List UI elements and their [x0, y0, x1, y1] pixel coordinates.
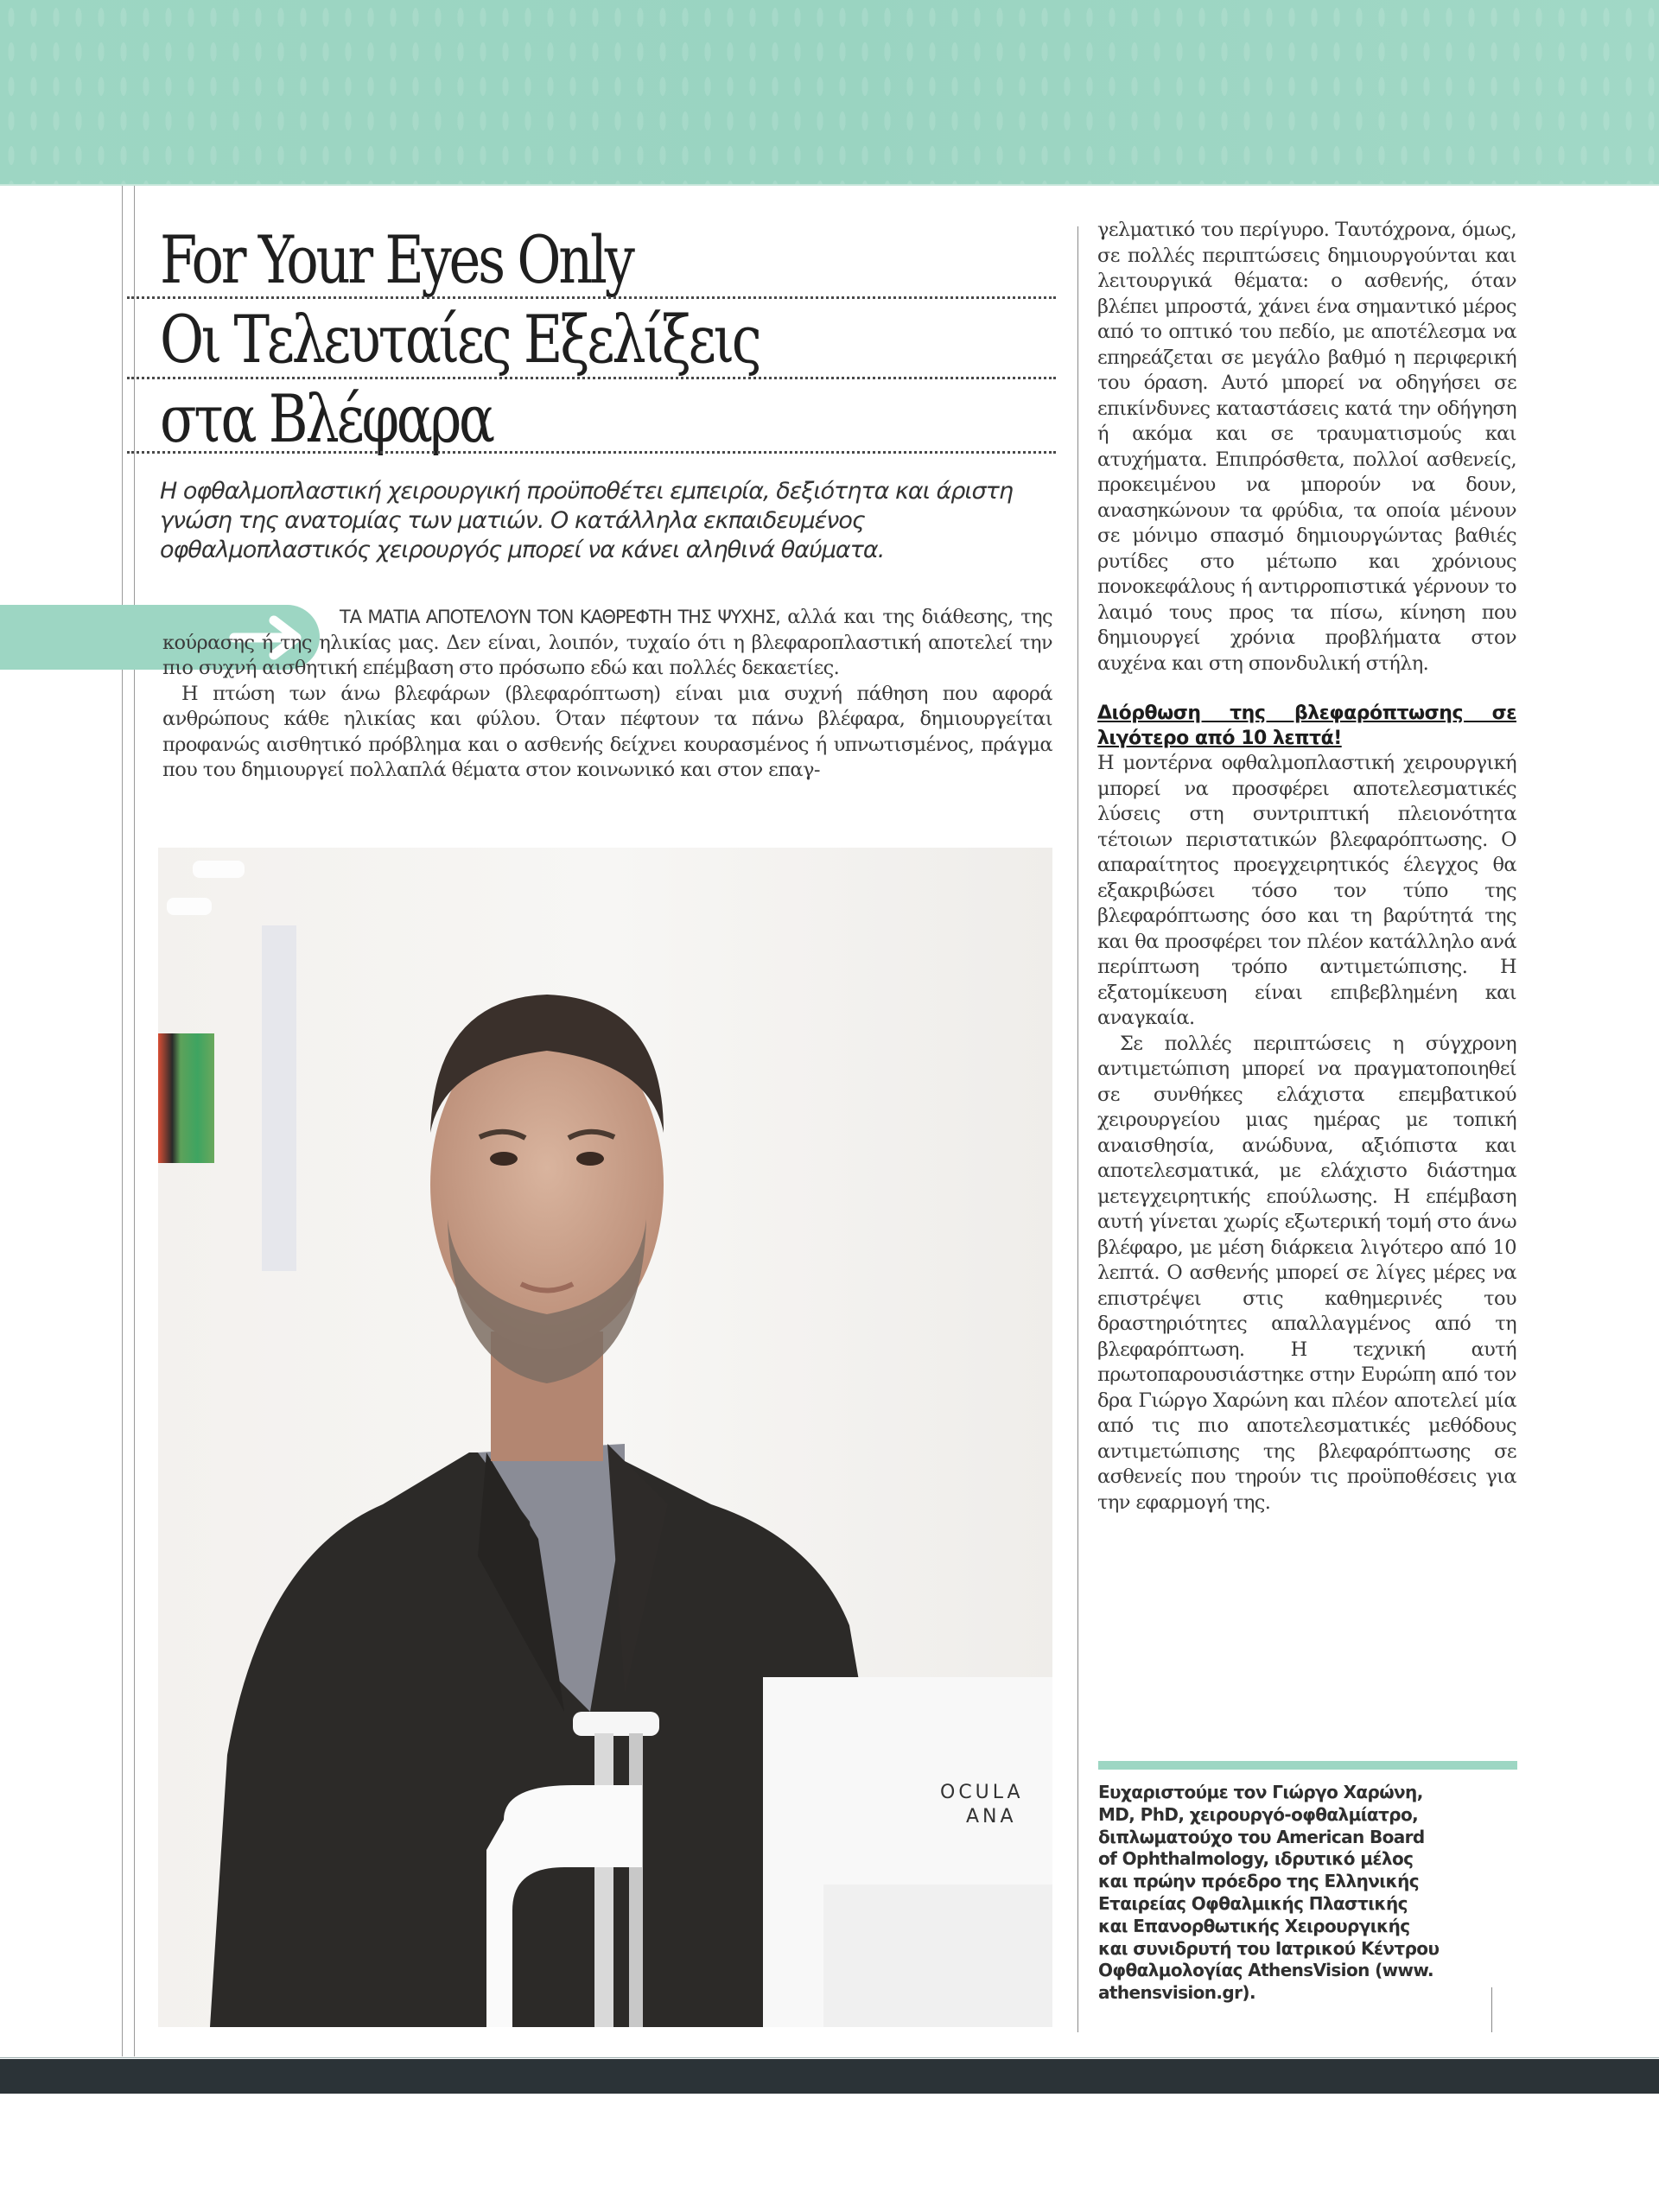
- title-dotted-rule-1: [127, 296, 1056, 299]
- right-paragraph-2: Η μοντέρνα οφθαλμοπλαστική χειρουργική μπορεί να προσφέρει αποτελεσματικές λύσεις στη συντριπτική πλειονότητα τέτοιων περιστατικών βλεφαρόπτωσης. Ο απαραίτητος προεγχειρητικός έλεγχος θα εξακριβώσει τόσο τον τύπο της βλεφαρόπτωσης όσο και τη βαρύτητά της και θα προσφέρει τον πλέον κατάλληλο ανά περίπτωση τρόπο αντιμετώπισης. Η εξατομίκευση είναι επιβεβλημένη και αναγκαία.: [1097, 752, 1516, 1029]
- doctor-portrait-photo: [158, 848, 1052, 2027]
- right-column: [1097, 218, 1516, 1516]
- credit-line: athensvision.gr).: [1098, 1982, 1255, 2004]
- credit-accent-bar: [1098, 1761, 1517, 1770]
- footer-bar: [0, 2059, 1659, 2094]
- portrait-illustration: [158, 848, 1052, 2027]
- credit-line: και συνιδρυτή του Ιατρικού Κέντρου: [1098, 1937, 1440, 1959]
- credit-line: διπλωματούχο του American Board: [1098, 1826, 1425, 1847]
- header-banner: [0, 0, 1659, 186]
- article-title: [160, 223, 1054, 456]
- section-subheading: Διόρθωση της βλεφαρόπτωσης σε λιγότερο από 10 λεπτά!: [1097, 702, 1516, 749]
- right-paragraph-1: γελματικό του περίγυρο. Ταυτόχρονα, όμως, σε πολλές περιπτώσεις δημιουργούνται και λειτουργικά θέματα: ο ασθενής, όταν βλέπει μπροστά, χάνει ένα σημαντικό μέρος από το οπτικό του πεδίο, με αποτέλεσμα να επηρεάζεται σε μεγάλο βαθμό η περιφερική του όραση. Αυτό μπορεί να οδηγήσει σε επικίνδυνες καταστάσεις κατά την οδήγηση ή ακόμα και σε τραυματισμούς και ατυχήματα. Επιπρόσθετα, πολλοί ασθενείς, προκειμένου να μπορούν να δουν, ανασηκώνουν τα φρύδια, τα οποία μένουν σε μόνιμο σπασμό δημιουργώντας βαθιές ρυτίδες στο μέτωπο και χρόνιους πονοκεφάλους ή αντιρροπιστικά γέρνουν το λαιμό τους προς τα πίσω, κίνηση που δημιουργεί χρόνια προβλήματα στον αυχένα και στη σπονδυλική στήλη.: [1097, 219, 1516, 675]
- title-line-2: Οι Τελευταίες Εξελίξεις: [160, 301, 760, 378]
- svg-text:ANA: ANA: [966, 1806, 1017, 1827]
- paragraph-2: Η πτώση των άνω βλεφάρων (βλεφαρόπτωση) είναι μια συχνή πάθηση που αφορά ανθρώπους κάθε ηλικίας και φύλου. Όταν πέφτουν τα πάνω βλέφαρα, δημιουργείται προφανώς αισθητικό πρόβλημα και ο ασθενής δείχνει κουρασμένος ή υπνωτισμένος, πράγμα που του δημιουργεί πολλαπλά θέματα στον κοινωνικό και στον επαγ-: [162, 682, 1052, 781]
- article-lead: Η οφθαλμοπλαστική χειρουργική προϋποθέτει εμπειρία, δεξιότητα και άριστη γνώση της ανατομίας των ματιών. Ο κατάλληλα εκπαιδευμένος οφθαλμοπλαστικός χειρουργός μπορεί να κάνει αληθινά θαύματα.: [160, 478, 1013, 563]
- column-divider: [1077, 226, 1078, 2032]
- credit-line: Οφθαλμολογίας AthensVision (www.: [1098, 1960, 1433, 1981]
- intro-caps: ΤΑ ΜΑΤΙΑ ΑΠΟΤΕΛΟΥΝ ΤΟΝ ΚΑΘΡΕΦΤΗ ΤΗΣ ΨΥΧΗΣ,: [340, 607, 780, 627]
- footer-rule: [0, 2057, 1659, 2058]
- credit-line: MD, PhD, χειρουργό-οφθαλμίατρο,: [1098, 1803, 1419, 1825]
- device-label: OCULA: [940, 1782, 1024, 1803]
- title-line-1: For Your Eyes Only: [160, 221, 632, 298]
- title-dotted-rule-3: [127, 451, 1056, 454]
- margin-rule-inner: [134, 186, 135, 2056]
- credit-line: και πρώην πρόεδρο της Ελληνικής: [1098, 1871, 1419, 1892]
- intro-text: [162, 605, 1052, 784]
- acknowledgement-box: [1098, 1782, 1513, 2005]
- banner-edge: [0, 184, 1659, 186]
- title-line-3: στα Βλέφαρα: [160, 380, 493, 457]
- credit-line: Εταιρείας Οφθαλμικής Πλαστικής: [1098, 1892, 1408, 1914]
- intro-rest: αλλά και της διάθεσης, της κούρασης ή της ηλικίας μας. Δεν είναι, λοιπόν, τυχαίο ότι η βλεφαροπλαστική αποτελεί την πιο συχνή αισθητική επέμβαση στο πρόσωπο εδώ και πολλές δεκαετίες.: [162, 606, 1053, 679]
- credit-line: Ευχαριστούμε τον Γιώργο Χαρώνη,: [1098, 1782, 1423, 1802]
- credit-line: of Ophthalmology, ιδρυτικό μέλος: [1098, 1848, 1414, 1870]
- right-paragraph-3: Σε πολλές περιπτώσεις η σύγχρονη αντιμετώπιση μπορεί να πραγματοποιηθεί σε συνθήκες ελάχιστα επεμβατικού χειρουργείου μιας ημέρας με τοπική αναισθησία, ανώδυνα, αξιόπιστα και αποτελεσματικά, με ελάχιστο διάστημα μετεγχειρητικής επούλωσης. Η επέμβαση αυτή γίνεται χωρίς εξωτερική τομή στο άνω βλέφαρο, με μέση διάρκεια λιγότερο από 10 λεπτά. Ο ασθενής μπορεί σε λίγες μέρες να επιστρέψει στις καθημερινές του δραστηριότητες απαλλαγμένος από τη βλεφαρόπτωση. Η τεχνική αυτή πρωτοπαρουσιάστηκε στην Ευρώπη από τον δρα Γιώργο Χαρώνη και πλέον αποτελεί μία από τις πιο αποτελεσματικές μεθόδους αντιμετώπισης της βλεφαρόπτωσης σε ασθενείς που τηρούν τις προϋποθέσεις για την εφαρμογή της.: [1097, 1032, 1516, 1514]
- credit-line: και Επανορθωτικής Χειρουργικής: [1098, 1915, 1410, 1936]
- title-dotted-rule-2: [127, 377, 1056, 379]
- margin-rule-outer: [122, 186, 123, 2056]
